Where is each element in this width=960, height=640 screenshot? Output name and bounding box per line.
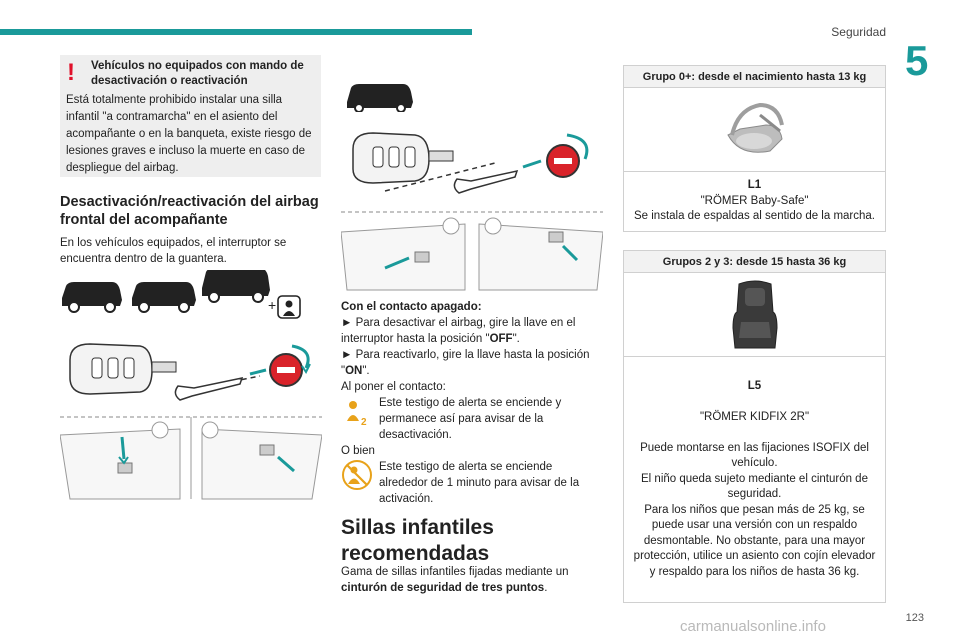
step-text: ► Para reactivarlo, gire la llave hasta la posición " — [341, 349, 590, 377]
on-position: ON — [345, 365, 363, 377]
car-key-icon — [70, 344, 176, 394]
key-switch-illustration — [60, 330, 320, 410]
child-seat-card — [623, 250, 886, 603]
chapter-number: 5 — [905, 37, 929, 84]
switch-instructions — [341, 299, 601, 507]
key-blade-icon — [175, 378, 242, 400]
section-title: Seguridad — [831, 25, 886, 39]
intro-text: Gama de sillas infantiles fijadas mediante un — [341, 566, 569, 578]
card-image — [624, 88, 885, 172]
booster-seat-icon — [725, 278, 785, 352]
card-body — [624, 357, 885, 602]
warning-light-row — [341, 459, 601, 507]
warning-title: Vehículos no equipados con mando de desactivación o reactivación — [91, 60, 304, 87]
watermark: carmanualsonline.info — [680, 618, 826, 635]
baby-carrier-icon — [720, 95, 790, 165]
card-body — [624, 172, 885, 231]
seat-code: L1 — [747, 179, 762, 191]
light1-text: Este testigo de alerta se enciende y permanece así para avisar de la desactivación. — [379, 397, 562, 441]
van-icon — [202, 270, 270, 302]
warning-box — [60, 55, 321, 177]
svg-text:2: 2 — [361, 417, 367, 427]
warning-body: Está totalmente prohibido instalar una silla infantil "a contramarcha" en el asiento del acompañante o en la banqueta, existe riesgo de lesiones graves e incluso la muerte en caso de despliegue del airbag. — [66, 94, 312, 174]
airbag-off-switch-icon — [270, 354, 302, 386]
card-image — [624, 273, 885, 357]
belt-type: cinturón de seguridad de tres puntos — [341, 582, 545, 594]
step-deactivate — [341, 315, 601, 347]
header-accent-bar — [0, 29, 472, 35]
glovebox-illustration — [341, 210, 603, 292]
light2-text: Este testigo de alerta se enciende alrededor de 1 minuto para avisar de la activación. — [379, 461, 580, 505]
seat-name: "RÖMER Baby-Safe" — [700, 194, 809, 207]
van-side-illustration — [345, 82, 415, 112]
recommended-seats-intro — [341, 564, 601, 596]
airbag-off-light-icon — [341, 395, 373, 427]
warning-light-row — [341, 395, 601, 443]
section-paragraph: En los vehículos equipados, el interruptor se encuentra dentro de la guantera. — [60, 237, 287, 265]
svg-text:+: + — [268, 297, 277, 313]
contact-on-label: Al poner el contacto: — [341, 381, 446, 393]
vehicle-variants-illustration — [60, 270, 325, 320]
section-heading: Desactivación/reactivación del airbag frontal del acompañante — [60, 194, 319, 228]
child-seat-card — [623, 65, 886, 232]
glovebox-illustration — [60, 415, 322, 500]
step-text: ► Para desactivar el airbag, gire la llave en el interruptor hasta la posición " — [341, 317, 576, 345]
page-number: 123 — [905, 612, 924, 624]
intro-text: . — [544, 582, 548, 594]
step-text: ". — [512, 333, 520, 345]
or-label: O bien — [341, 445, 375, 457]
contact-off-label: Con el contacto apagado: — [341, 301, 482, 313]
step-reactivate — [341, 347, 601, 379]
key-switch-illustration — [345, 125, 605, 205]
seat-code: L5 — [747, 379, 762, 392]
seat-name: "RÖMER KIDFIX 2R" — [699, 410, 810, 423]
van-icon — [62, 282, 122, 312]
step-text: ". — [362, 365, 370, 377]
airbag-symbol-icon — [268, 296, 300, 318]
seat-description: Puede montarse en las fijaciones ISOFIX del vehículo. El niño queda sujeto mediante el cinturón de seguridad. Para los niños que pesan más de 25 kg, se puede usar una versión con un respaldo desmontable. No obstante, para una mayor protección, utilice un asiento con cojín elevador y respaldo para los niños de hasta 36 kg. — [633, 441, 876, 578]
van-icon — [132, 282, 196, 312]
recommended-seats-heading: Sillas infantiles recomendadas — [341, 516, 494, 565]
card-header: Grupos 2 y 3: desde 15 hasta 36 kg — [624, 251, 885, 273]
airbag-on-light-icon — [341, 459, 373, 491]
card-header: Grupo 0+: desde el nacimiento hasta 13 kg — [624, 66, 885, 88]
off-position: OFF — [489, 333, 513, 345]
seat-description: Se instala de espaldas al sentido de la marcha. — [633, 210, 875, 222]
exclamation-icon: ! — [67, 59, 75, 86]
